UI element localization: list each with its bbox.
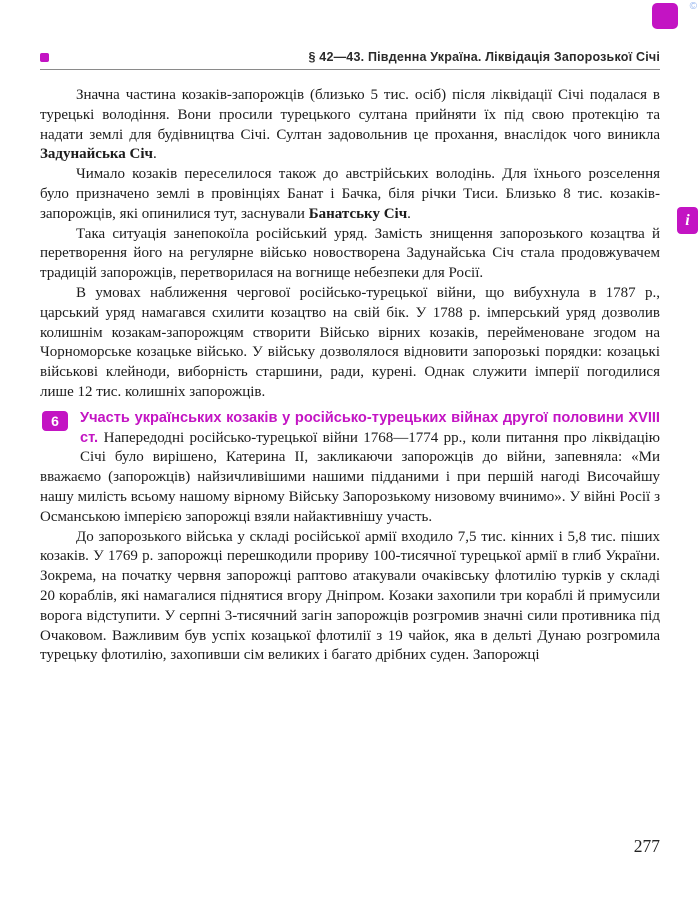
text-segment: . (153, 146, 157, 163)
paragraph-5 (40, 528, 660, 667)
text-segment: Така ситуація занепокоїла російський уряд. Замість знищення запорозького козацтва й перетворення його на регулярне військо новостворена Задунайська Січ стала продовжувачем традицій запорожців, перетворилася на вогнище небезпеки для Росії. (40, 225, 660, 282)
paragraph-4 (40, 284, 660, 403)
text-segment: В умовах наближення чергової російсько-турецької війни, що вибухнула в 1787 р., царський уряд намагався схилити козацтво на свій бік. У 1788 р. імперський уряд дозволив колишнім козакам-запорожцям створити Військо вірних козаків, перейменоване згодом на Чорноморське козацьке військо. У війську дозволялося відновити запорозькі порядки: козацькі військові клейноди, виборність старшини, ради, курені. Однак служити імперії погодилися лише 12 тис. колишніх запорожців. (40, 284, 660, 400)
text-segment: Чимало козаків переселилося також до австрійських володінь. Для їхнього розселення було призначено землі в провінціях Банат і Бачка, біля річки Тиси. Близько 8 тис. козаків-запорожців, які опинилися тут, заснували (40, 166, 660, 222)
paragraph-1 (40, 86, 660, 165)
text-segment: Задунайська Січ (40, 146, 154, 163)
page-header (40, 50, 660, 70)
text-segment: . (407, 205, 411, 222)
section-title: Участь українських козаків у російсько-турецьких війнах другої половини XVIII ст. (80, 409, 660, 446)
chapter-title: § 42—43. Південна Україна. Ліквідація Запорозької Січі (308, 50, 660, 64)
paragraph-3 (40, 225, 660, 284)
text-segment: Значна частина козаків-запорожців (близько 5 тис. осіб) після ліквідації Січі подалася в турецькі володіння. Вони просили турецького султана прийняти їх під свою протекцію та надати землі для будівництва Січі. Султан задовольнив це прохання, внаслідок чого виникла (40, 87, 660, 143)
text-segment: До запорозького війська у складі російської армії входило 7,5 тис. кінних і 5,8 тис. піших козаків. У 1769 р. запорожці перешкодили прориву 100-тисячної турецької армії в глиб України. Зокрема, на початку червня запорожці раптово атакували очаківську флотилію турків у складі 20 кораблів, які намагалися піднятися вгору Дніпром. Козаки захопили три кораблі й примусили ворога відступити. У серпні 3-тисячний загін запорожців розгромив значні сили противника під Очаковом. Важливим був успіх козацької флотилії з 19 чайок, яка в дельті Дунаю розгромила турецьку флотилію, захопивши сім великих і багато дрібних суден. Запорожці (40, 528, 660, 664)
text-segment: Напередодні російсько-турецької війни 1768—1774 рр., коли питання про ліквідацію Січі було вирішено, Катерина II, закликаючи запорожців до війни, запевняла: «Ми вважаємо (запорожців) найзичливішими нашими підданими і при першій нагоді Височайшу нашу милість всьому нашому вірному Війську Запорозькому низовому вчинимо». У війні Росії з Османською імперією запорожці взяли найактивнішу участь. (40, 429, 660, 525)
text-segment: Банатську Січ (308, 205, 408, 222)
page-number: 277 (633, 836, 660, 856)
body-text (40, 86, 660, 666)
section-number-badge: 6 (42, 411, 68, 431)
watermark: © (689, 1, 697, 12)
section-number-float (40, 409, 80, 449)
header-accent-square (40, 53, 49, 62)
section-6 (40, 409, 660, 528)
info-tab: і (677, 207, 698, 234)
paragraph-2 (40, 165, 660, 224)
corner-accent-square (652, 3, 678, 29)
